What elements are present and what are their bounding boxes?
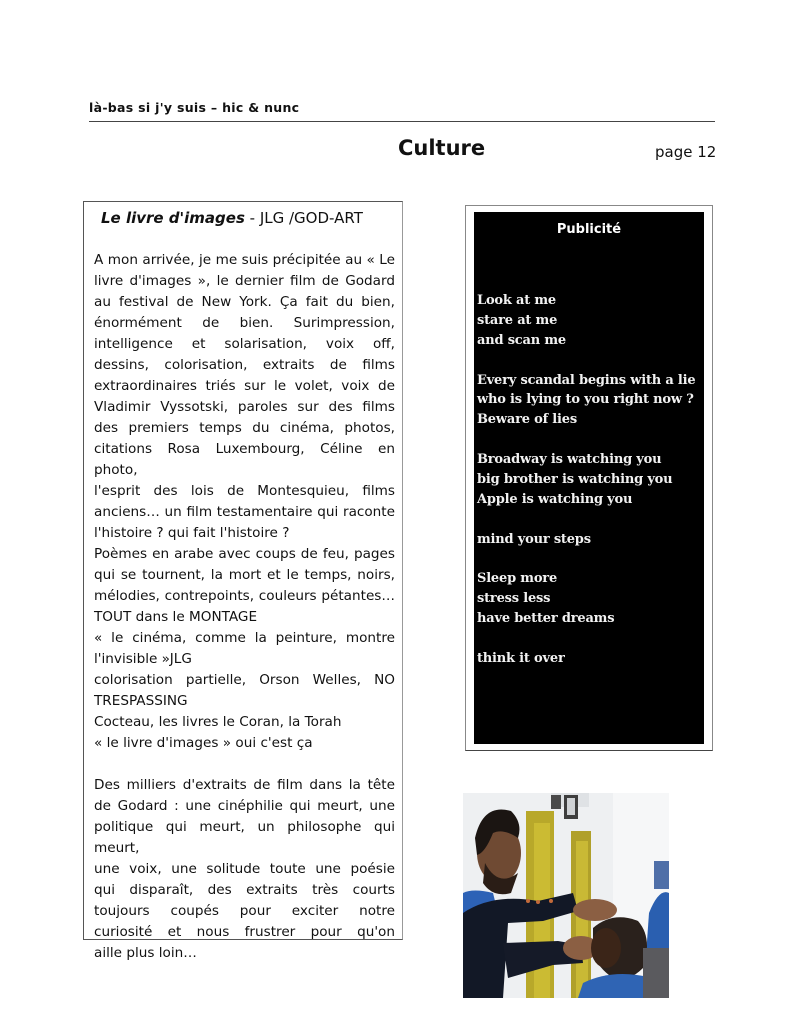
advert-line: Look at me xyxy=(477,293,556,308)
advert-blank-line xyxy=(477,430,695,450)
article-line: mélodies, contrepoints, couleurs pétantes… xyxy=(94,588,395,604)
article-line: Vladimir Vyssotski, paroles sur des films xyxy=(94,399,395,415)
article-line: qui se tournent, la mort et le temps, noirs, xyxy=(94,567,395,583)
article-line: colorisation partielle, Orson Welles, NO xyxy=(94,672,395,688)
article-line: politique qui meurt, un philosophe qui meurt, xyxy=(94,819,395,856)
article-line: intelligence et solarisation, voix off, xyxy=(94,336,395,352)
article-line: qui disparaît, des extraits très courts xyxy=(94,882,395,898)
header-rule xyxy=(89,121,715,122)
photo-sleeve-dot xyxy=(549,899,553,903)
article-title-name: Le livre d'images xyxy=(101,209,245,227)
advert-frame xyxy=(465,205,713,751)
running-head: là-bas si j'y suis – hic & nunc xyxy=(89,100,300,115)
article-line: aille plus loin… xyxy=(94,945,197,961)
photo-woman-face xyxy=(591,928,621,968)
photo-chair xyxy=(643,948,669,998)
article-line: Poèmes en arabe avec coups de feu, pages xyxy=(94,546,395,562)
article-line: de Godard : une cinéphilie qui meurt, une xyxy=(94,798,395,814)
advert-title: Publicité xyxy=(556,222,622,237)
article-line: Cocteau, les livres le Coran, la Torah xyxy=(94,714,342,730)
article-box xyxy=(83,201,403,961)
advert-line: Broadway is watching you xyxy=(477,452,662,468)
photo-sleeve-dot xyxy=(526,899,530,903)
advert-panel xyxy=(474,212,704,744)
article-line: TOUT dans le MONTAGE xyxy=(94,609,258,625)
article-photo xyxy=(463,793,669,998)
photo-sleeve-dot xyxy=(536,900,540,904)
advert-line: have better dreams xyxy=(477,611,615,627)
paragraph-gap xyxy=(94,754,395,775)
article-line: l'esprit des lois de Montesquieu, films xyxy=(94,483,395,499)
photo-hand-top xyxy=(573,899,617,921)
advert-line: mind your steps xyxy=(477,531,591,547)
article-line: citations Rosa Luxembourg, Céline en photo, xyxy=(94,441,395,478)
photo-frame-2-inner xyxy=(567,798,575,815)
advert-line: Apple is watching you xyxy=(477,491,633,507)
advert-line: think it over xyxy=(477,651,565,667)
advert-line: Beware of lies xyxy=(477,412,577,428)
photo-frame-1 xyxy=(551,795,561,809)
article-line: A mon arrivée, je me suis précipitée au « Le xyxy=(94,252,395,268)
article-line: l'histoire ? qui fait l'histoire ? xyxy=(94,525,290,541)
article-line: TRESPASSING xyxy=(94,693,188,709)
advert-line: stare at me xyxy=(477,312,558,328)
article-paragraph-1 xyxy=(94,250,395,754)
article-line: énormément de bien. Surimpression, xyxy=(94,315,395,331)
advert-line: stress less xyxy=(477,591,551,607)
article-line: curiosité et nous frustrer pour qu'on xyxy=(94,924,395,940)
article-line: anciens… un film testamentaire qui raconte xyxy=(94,504,395,520)
advert-line: Sleep more xyxy=(477,571,558,587)
article-line: « le cinéma, comme la peinture, montre xyxy=(94,630,395,646)
photo-sign xyxy=(654,861,669,889)
article-line: extraordinaires triés sur le volet, voix de xyxy=(94,378,395,394)
article-title-byline: - JLG /GOD-ART xyxy=(244,209,363,227)
advert-blank-line xyxy=(477,510,695,530)
advert-poem xyxy=(477,291,695,669)
article-line: « le livre d'images » oui c'est ça xyxy=(94,735,313,751)
article-paragraph-2 xyxy=(94,775,395,964)
article-line: une voix, une solitude toute une poésie xyxy=(94,861,395,877)
advert-line: Every scandal begins with a lie xyxy=(477,372,696,388)
article-line: livre d'images », le dernier film de Godard xyxy=(94,273,395,289)
page-number: page 12 xyxy=(655,143,717,161)
article-line: l'invisible »JLG xyxy=(94,651,192,667)
article-line: Des milliers d'extraits de film dans la tête xyxy=(94,777,395,793)
advert-blank-line xyxy=(477,629,695,649)
article-line: des premiers temps du cinéma, photos, xyxy=(94,420,395,436)
article-title xyxy=(101,209,363,227)
advert-line: who is lying to you right now ? xyxy=(477,392,694,408)
section-title: Culture xyxy=(398,136,486,160)
article-line: toujours coupés pour exciter notre xyxy=(94,903,395,919)
photo-illustration xyxy=(463,793,669,998)
article-body xyxy=(94,250,395,964)
advert-blank-line xyxy=(477,550,695,570)
article-line: au festival de New York. Ça fait du bien, xyxy=(94,294,395,310)
advert-line: big brother is watching you xyxy=(477,472,673,488)
article-line: dessins, colorisation, extraits de films xyxy=(94,357,395,373)
advert-blank-line xyxy=(477,351,695,371)
advert-line: and scan me xyxy=(477,332,566,348)
